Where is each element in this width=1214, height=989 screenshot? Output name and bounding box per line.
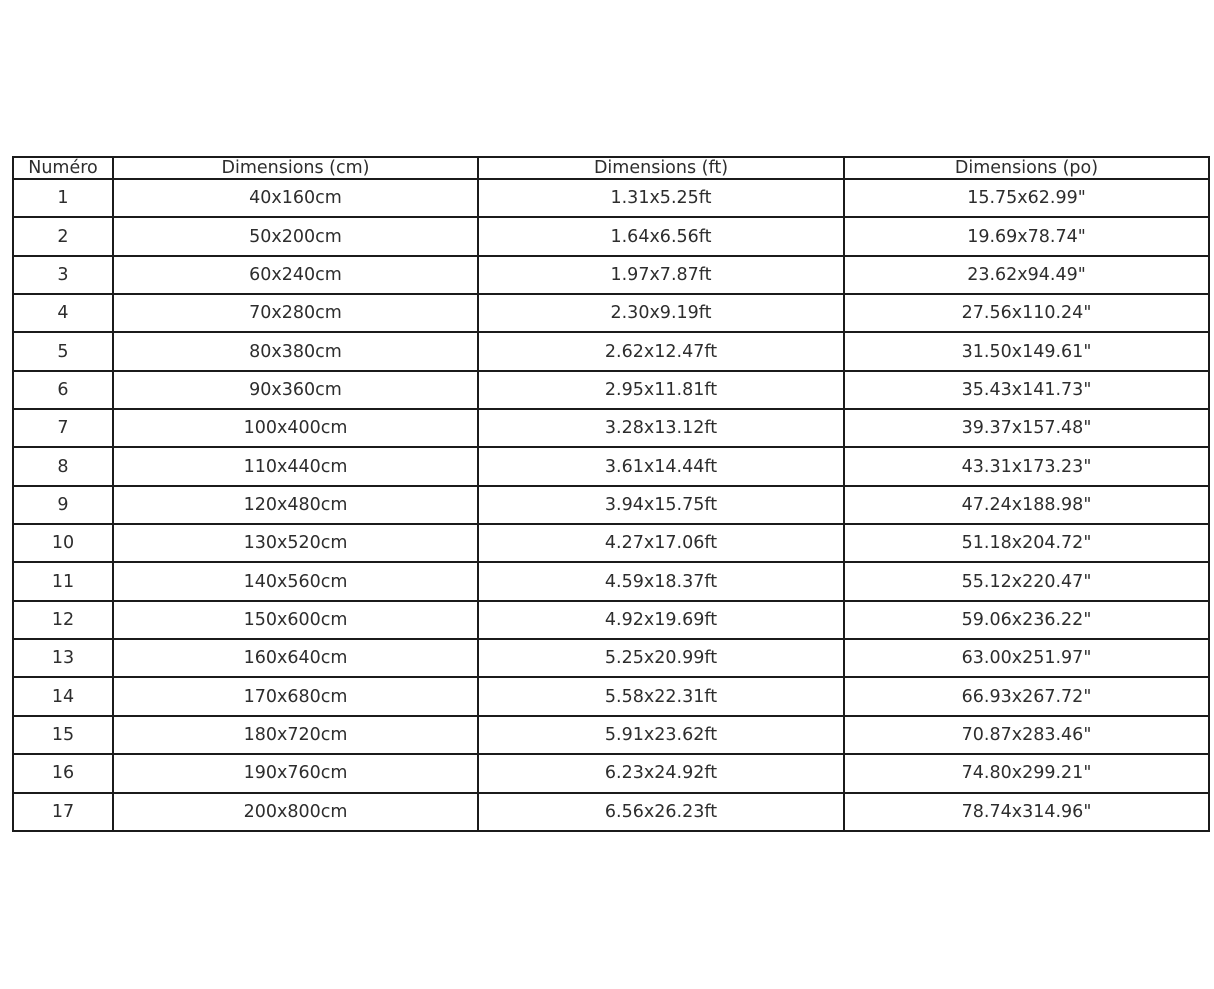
table-cell-ft: 1.97x7.87ft bbox=[478, 256, 844, 294]
table-cell-po: 66.93x267.72" bbox=[844, 677, 1209, 715]
table-cell-numero: 2 bbox=[13, 217, 113, 255]
table-cell-cm: 60x240cm bbox=[113, 256, 478, 294]
table-row bbox=[13, 256, 1209, 294]
table-cell-po: 51.18x204.72" bbox=[844, 524, 1209, 562]
table-cell-po: 55.12x220.47" bbox=[844, 562, 1209, 600]
table-cell-cm: 170x680cm bbox=[113, 677, 478, 715]
table-cell-po: 27.56x110.24" bbox=[844, 294, 1209, 332]
table-cell-numero: 14 bbox=[13, 677, 113, 715]
table-cell-po: 74.80x299.21" bbox=[844, 754, 1209, 792]
table-cell-ft: 2.30x9.19ft bbox=[478, 294, 844, 332]
table-cell-ft: 5.58x22.31ft bbox=[478, 677, 844, 715]
table-cell-ft: 3.94x15.75ft bbox=[478, 486, 844, 524]
table-cell-ft: 4.92x19.69ft bbox=[478, 601, 844, 639]
table-cell-po: 31.50x149.61" bbox=[844, 332, 1209, 370]
table-cell-numero: 17 bbox=[13, 793, 113, 832]
table-cell-ft: 1.64x6.56ft bbox=[478, 217, 844, 255]
table-cell-numero: 4 bbox=[13, 294, 113, 332]
table-cell-ft: 3.61x14.44ft bbox=[478, 447, 844, 485]
table-cell-ft: 2.95x11.81ft bbox=[478, 371, 844, 409]
table-cell-cm: 200x800cm bbox=[113, 793, 478, 832]
table-row bbox=[13, 409, 1209, 447]
table-cell-po: 59.06x236.22" bbox=[844, 601, 1209, 639]
table-cell-numero: 1 bbox=[13, 179, 113, 217]
table-row bbox=[13, 179, 1209, 217]
table-cell-ft: 5.91x23.62ft bbox=[478, 716, 844, 754]
table-row bbox=[13, 601, 1209, 639]
table-cell-cm: 110x440cm bbox=[113, 447, 478, 485]
table-cell-cm: 180x720cm bbox=[113, 716, 478, 754]
table-cell-cm: 120x480cm bbox=[113, 486, 478, 524]
table-row bbox=[13, 754, 1209, 792]
table-cell-cm: 70x280cm bbox=[113, 294, 478, 332]
table-cell-numero: 12 bbox=[13, 601, 113, 639]
table-cell-numero: 9 bbox=[13, 486, 113, 524]
table-cell-cm: 80x380cm bbox=[113, 332, 478, 370]
column-header-dimensions-cm: Dimensions (cm) bbox=[113, 157, 478, 179]
table-cell-po: 63.00x251.97" bbox=[844, 639, 1209, 677]
table-cell-cm: 100x400cm bbox=[113, 409, 478, 447]
table-cell-po: 70.87x283.46" bbox=[844, 716, 1209, 754]
table-cell-cm: 50x200cm bbox=[113, 217, 478, 255]
table-cell-numero: 10 bbox=[13, 524, 113, 562]
table-cell-ft: 3.28x13.12ft bbox=[478, 409, 844, 447]
dimensions-conversion-table bbox=[12, 156, 1210, 832]
table-cell-po: 19.69x78.74" bbox=[844, 217, 1209, 255]
table-cell-cm: 150x600cm bbox=[113, 601, 478, 639]
table-cell-cm: 130x520cm bbox=[113, 524, 478, 562]
table-cell-numero: 3 bbox=[13, 256, 113, 294]
table-cell-numero: 7 bbox=[13, 409, 113, 447]
table-header-row bbox=[13, 157, 1209, 179]
table-cell-numero: 13 bbox=[13, 639, 113, 677]
column-header-dimensions-ft: Dimensions (ft) bbox=[478, 157, 844, 179]
table-cell-numero: 11 bbox=[13, 562, 113, 600]
table-cell-po: 47.24x188.98" bbox=[844, 486, 1209, 524]
table-row bbox=[13, 793, 1209, 832]
table-cell-numero: 6 bbox=[13, 371, 113, 409]
table-cell-cm: 90x360cm bbox=[113, 371, 478, 409]
table-cell-ft: 6.23x24.92ft bbox=[478, 754, 844, 792]
table-cell-ft: 1.31x5.25ft bbox=[478, 179, 844, 217]
table-cell-po: 15.75x62.99" bbox=[844, 179, 1209, 217]
table-cell-ft: 4.59x18.37ft bbox=[478, 562, 844, 600]
table-cell-numero: 16 bbox=[13, 754, 113, 792]
table-row bbox=[13, 332, 1209, 370]
table-cell-ft: 5.25x20.99ft bbox=[478, 639, 844, 677]
table-row bbox=[13, 524, 1209, 562]
table-row bbox=[13, 371, 1209, 409]
table-row bbox=[13, 639, 1209, 677]
table-cell-po: 39.37x157.48" bbox=[844, 409, 1209, 447]
table-cell-cm: 40x160cm bbox=[113, 179, 478, 217]
table-row bbox=[13, 716, 1209, 754]
table-row bbox=[13, 486, 1209, 524]
table-cell-po: 43.31x173.23" bbox=[844, 447, 1209, 485]
table-row bbox=[13, 294, 1209, 332]
table-cell-cm: 160x640cm bbox=[113, 639, 478, 677]
table-cell-numero: 8 bbox=[13, 447, 113, 485]
table-cell-po: 78.74x314.96" bbox=[844, 793, 1209, 832]
column-header-dimensions-po: Dimensions (po) bbox=[844, 157, 1209, 179]
table-row bbox=[13, 447, 1209, 485]
table-cell-po: 23.62x94.49" bbox=[844, 256, 1209, 294]
table-body bbox=[13, 179, 1209, 831]
table-cell-cm: 140x560cm bbox=[113, 562, 478, 600]
table-cell-ft: 2.62x12.47ft bbox=[478, 332, 844, 370]
table-row bbox=[13, 562, 1209, 600]
table-cell-numero: 15 bbox=[13, 716, 113, 754]
table-cell-cm: 190x760cm bbox=[113, 754, 478, 792]
column-header-numero: Numéro bbox=[13, 157, 113, 179]
table-cell-ft: 6.56x26.23ft bbox=[478, 793, 844, 832]
table-cell-po: 35.43x141.73" bbox=[844, 371, 1209, 409]
table-row bbox=[13, 217, 1209, 255]
table-cell-numero: 5 bbox=[13, 332, 113, 370]
table-header bbox=[13, 157, 1209, 179]
table-cell-ft: 4.27x17.06ft bbox=[478, 524, 844, 562]
table-row bbox=[13, 677, 1209, 715]
